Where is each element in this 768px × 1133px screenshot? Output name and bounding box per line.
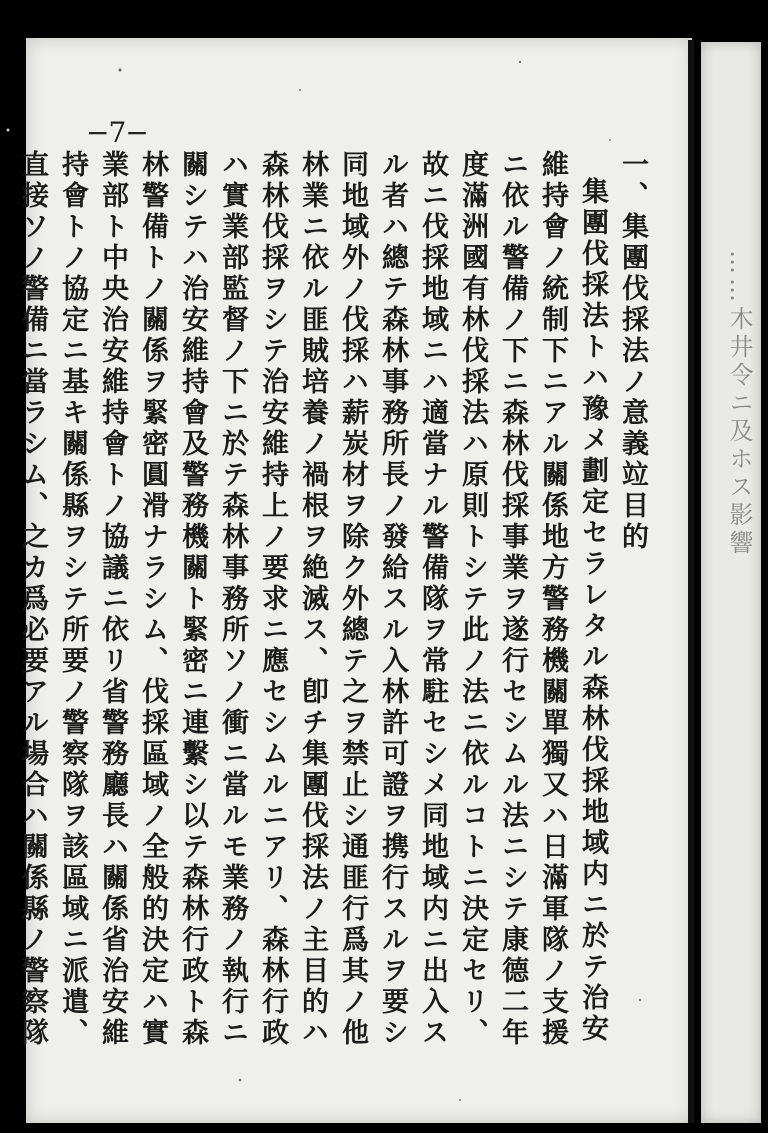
adjacent-page-text: ……木井令ニ及ホス影響 [725, 250, 753, 558]
page-number: −7− [86, 116, 148, 149]
section-heading: 一、集團伐採法ノ意義竝目的 [617, 150, 648, 553]
body-paragraph: 集團伐採法トハ豫メ劃定セラレタル森林伐採地域内ニ於テ治安維持會ノ統制下ニアル關係地方警務機關單獨又ハ日滿軍隊ノ支援ニ依ル警備ノ下ニ森林伐採事業ヲ遂行セシムル法ニシテ康德二年度滿洲國有林伐採法ハ原則トシテ此ノ法ニ依ルコトニ決定セリ、故ニ伐採地域ニハ適當ナル警備隊ヲ常駐セシメ同地域内ニ出入スル者ハ總テ森林事務所長ノ發給スル入林許可證ヲ携行スルヲ要シ同地域外ノ伐採ハ薪炭材ヲ除ク外總テ之ヲ禁止シ通匪行爲其ノ他林業ニ依ル匪賊培養ノ禍根ヲ絶滅ス、卽チ集團伐採法ノ主目的ハ森林伐採ヲシテ治安維持上ノ要求ニ應セシムルニアリ、森林行政ハ實業部監督ノ下ニ於テ森林事務所ソノ衝ニ當ルモ業務ノ執行ニ關シテハ治安維持會及警務機關ト緊密ニ連繫シ以テ森林行政ト森林警備トノ關係ヲ緊密圓滑ナラシム、伐採區域ノ全般的決定ハ實業部ト中央治安維持會トノ協議ニ依リ省警務廳長ハ關係省治安維持會トノ協定ニ基キ關係縣ヲシテ所要ノ警察隊ヲ該區域ニ派遣、直接ソノ警備ニ當ラシム、之カ爲必要アル場合ハ關係縣ノ警察隊 [17, 150, 608, 1049]
body-text [12, 150, 652, 1070]
adjacent-page [701, 42, 761, 1123]
page-gutter [688, 40, 694, 1123]
